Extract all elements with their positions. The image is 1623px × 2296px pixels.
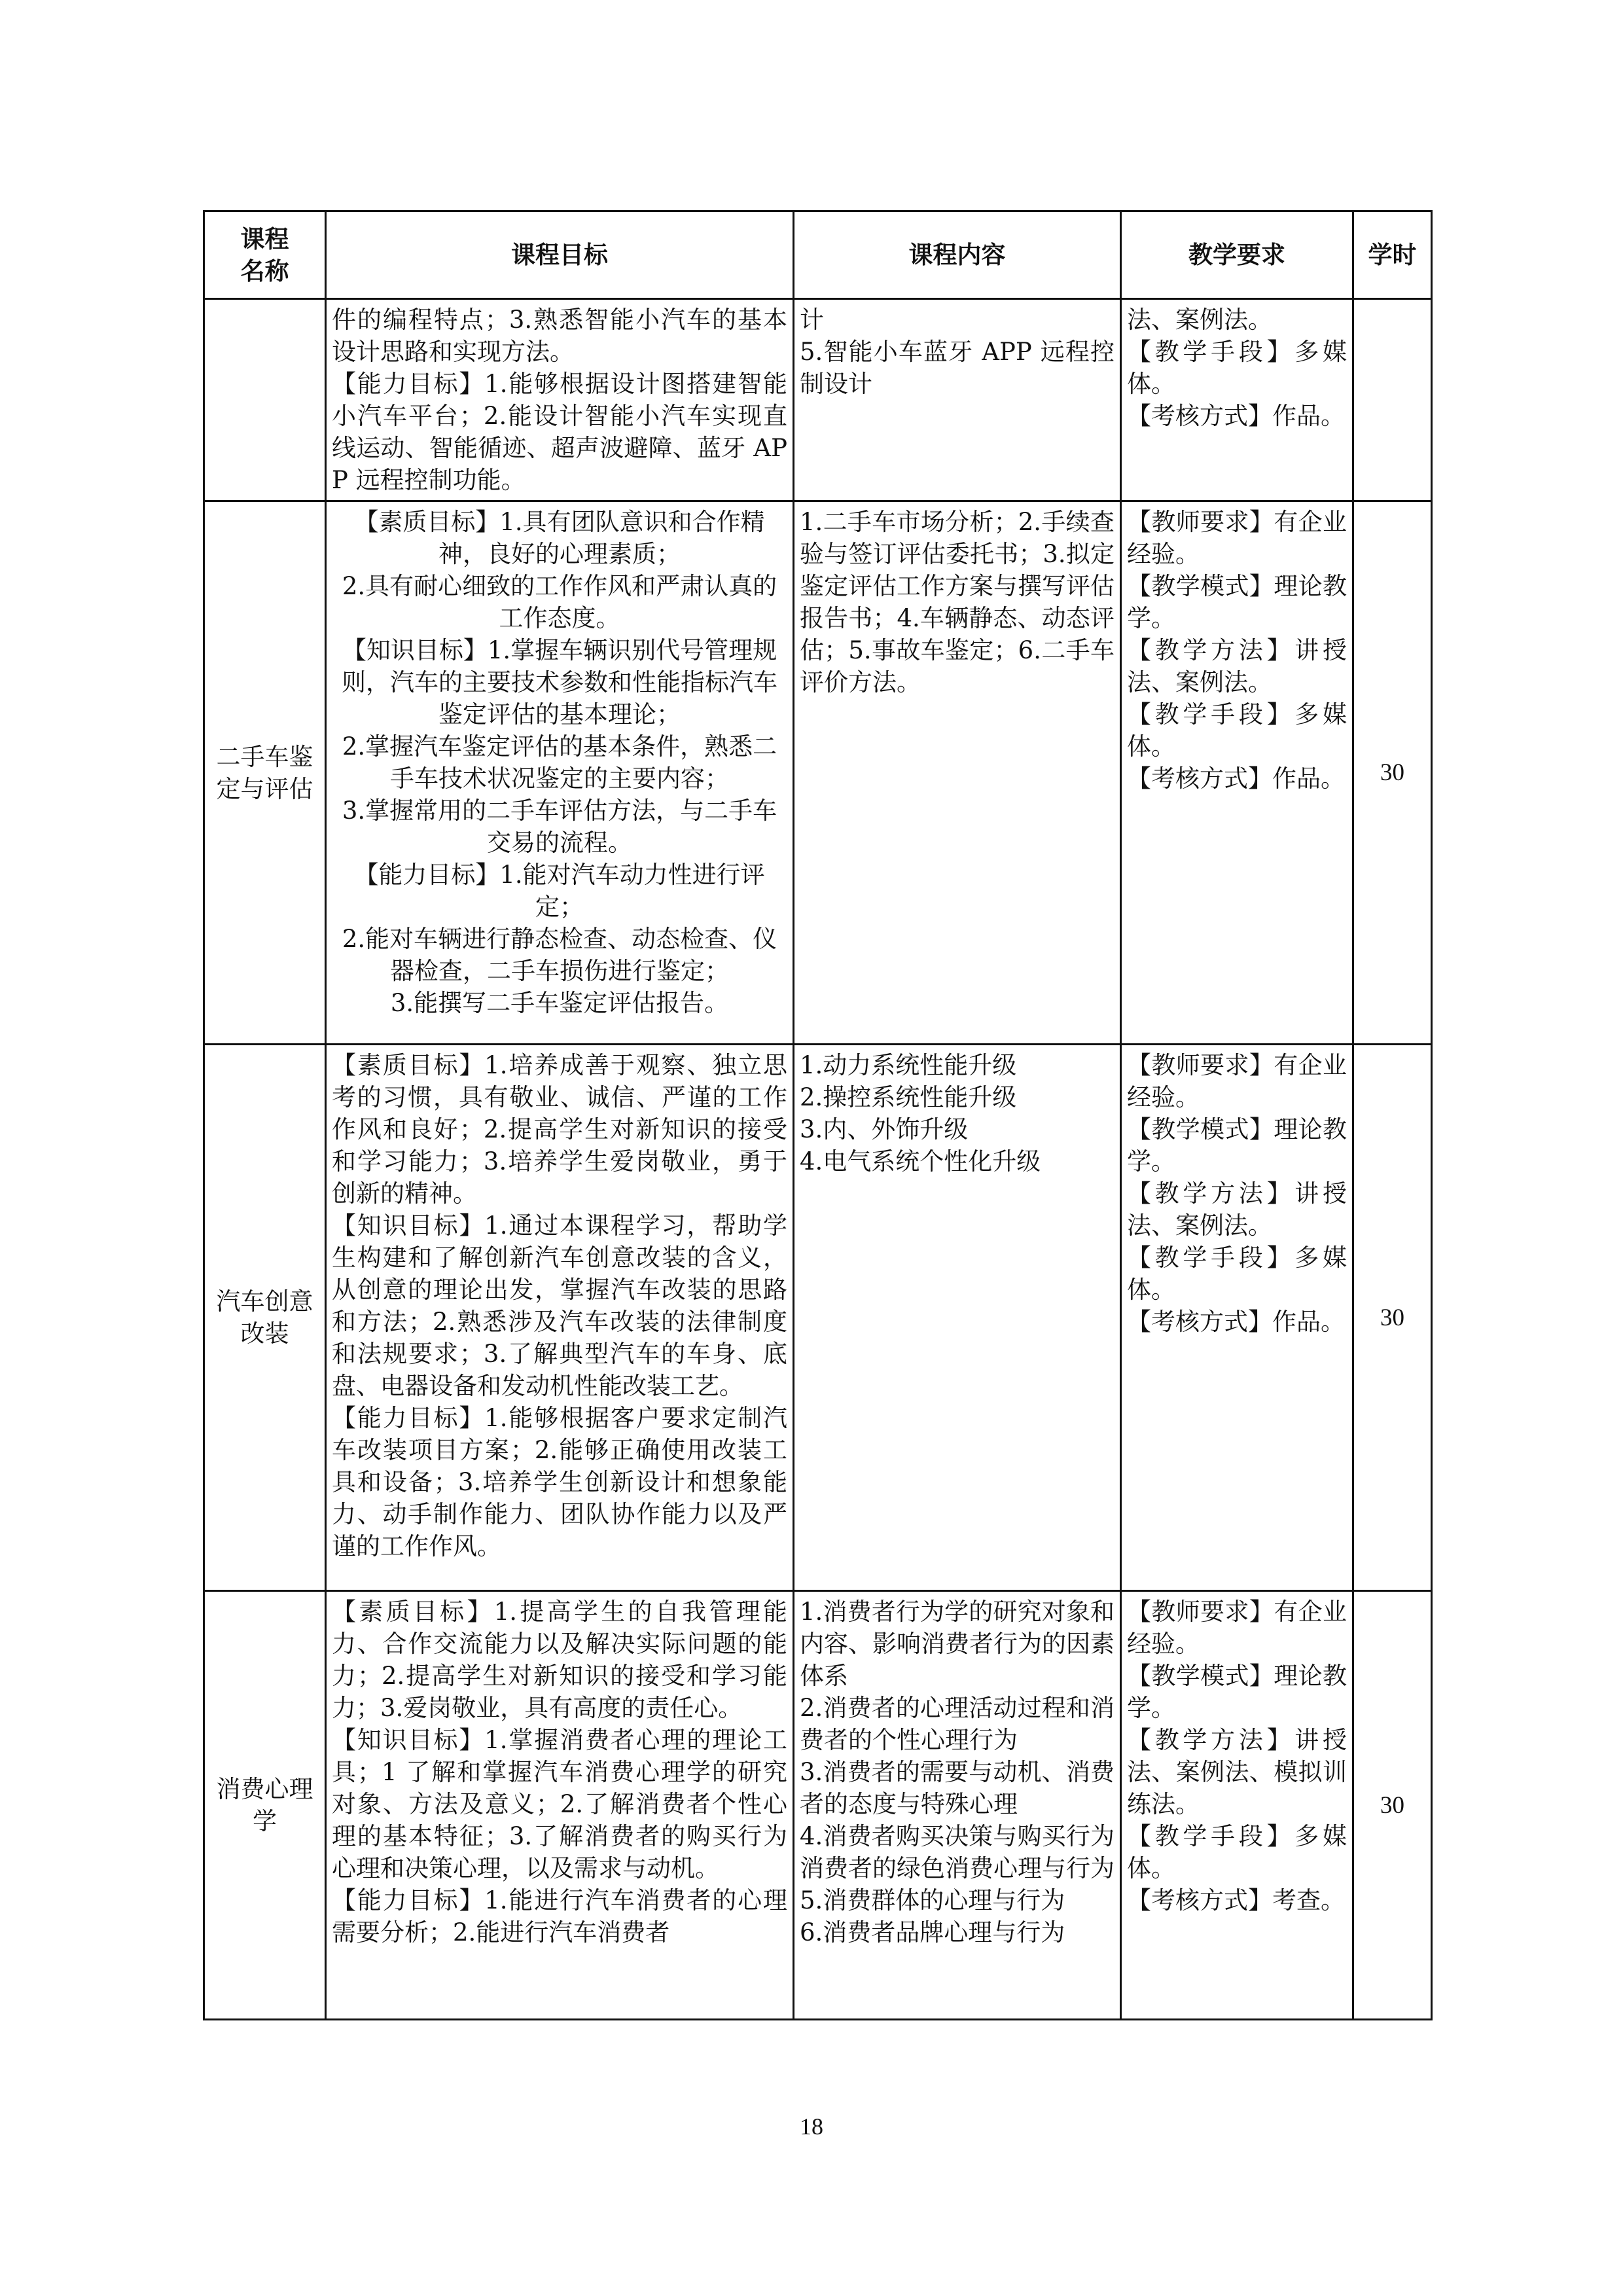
- goal-line: 【素质目标】1.培养成善于观察、独立思考的习惯，具有敬业、诚信、严谨的工作作风和良好；2.提高学生对新知识的接受和学习能力；3.培养学生爱岗敬业，勇于创新的精神。: [332, 1051, 787, 1208]
- header-course-goal: 课程目标: [326, 211, 794, 299]
- header-teaching-requirements: 教学要求: [1121, 211, 1353, 299]
- req-line: 【教学手段】多媒体。: [1127, 1244, 1347, 1304]
- content-line: 6.消费者品牌心理与行为: [800, 1918, 1065, 1946]
- goal-line: 【知识目标】1.掌握车辆识别代号管理规则，汽车的主要技术参数和性能指标汽车鉴定评估的基本理论；: [342, 636, 777, 728]
- course-hours: [1353, 299, 1432, 501]
- course-table: [203, 210, 1433, 2020]
- req-line: 法、案例法。: [1127, 306, 1272, 334]
- header-course-content: 课程内容: [794, 211, 1121, 299]
- req-line: 【考核方式】作品。: [1127, 1308, 1345, 1336]
- req-line: 【教师要求】有企业经验。: [1127, 1598, 1347, 1658]
- goal-line: 【素质目标】1.提高学生的自我管理能力、合作交流能力以及解决实际问题的能力；2.提高学生对新知识的接受和学习能力；3.爱岗敬业，具有高度的责任心。: [332, 1598, 787, 1722]
- content-line: 5.智能小车蓝牙 APP 远程控制设计: [800, 338, 1115, 398]
- content-line: 1.消费者行为学的研究对象和内容、影响消费者行为的因素体系: [800, 1598, 1115, 1690]
- goal-line: 【能力目标】1.能对汽车动力性进行评定；: [354, 861, 765, 921]
- goal-line: 【素质目标】1.具有团队意识和合作精神，良好的心理素质；: [354, 508, 765, 568]
- content-line: 2.消费者的心理活动过程和消费者的个性心理行为: [800, 1694, 1115, 1754]
- teaching-requirements: [1121, 501, 1353, 1045]
- page-number: 18: [800, 2113, 823, 2140]
- course-content: [794, 299, 1121, 501]
- table-row: [204, 501, 1432, 1045]
- req-line: 【考核方式】作品。: [1127, 764, 1345, 793]
- course-name: 汽车创意改装: [204, 1045, 326, 1591]
- goal-line: 3.能撰写二手车鉴定评估报告。: [390, 989, 729, 1017]
- teaching-requirements: [1121, 1591, 1353, 2020]
- course-hours: 30: [1353, 1591, 1432, 2020]
- course-goal: [326, 299, 794, 501]
- req-line: 【考核方式】考查。: [1127, 1886, 1345, 1914]
- course-content: [794, 1591, 1121, 2020]
- course-hours: 30: [1353, 501, 1432, 1045]
- header-course-name: 课程 名称: [204, 211, 326, 299]
- teaching-requirements: [1121, 1045, 1353, 1591]
- course-goal: [326, 501, 794, 1045]
- req-line: 【教学方法】讲授法、案例法、模拟训练法。: [1127, 1726, 1347, 1818]
- table-row: [204, 299, 1432, 501]
- req-line: 【教学手段】多媒体。: [1127, 700, 1347, 761]
- req-line: 【教学模式】理论教学。: [1127, 572, 1347, 632]
- header-row: [204, 211, 1432, 299]
- content-line: 2.操控系统性能升级: [800, 1083, 1017, 1111]
- content-line: 4.消费者购买决策与购买行为消费者的绿色消费心理与行为: [800, 1822, 1115, 1882]
- req-line: 【教学方法】讲授法、案例法。: [1127, 1179, 1347, 1240]
- course-goal: [326, 1591, 794, 2020]
- goal-line: 2.能对车辆进行静态检查、动态检查、仪器检查，二手车损伤进行鉴定；: [342, 925, 777, 985]
- content-line: 4.电气系统个性化升级: [800, 1147, 1041, 1175]
- course-name: [204, 299, 326, 501]
- course-goal: [326, 1045, 794, 1591]
- req-line: 【教学方法】讲授法、案例法。: [1127, 636, 1347, 696]
- content-line: 计: [800, 306, 824, 334]
- req-line: 【教学手段】多媒体。: [1127, 1822, 1347, 1882]
- content-line: 1.动力系统性能升级: [800, 1051, 1017, 1079]
- req-line: 【教师要求】有企业经验。: [1127, 1051, 1347, 1111]
- goal-line: 【能力目标】1.能够根据设计图搭建智能小汽车平台；2.能设计智能小汽车实现直线运动、智能循迹、超声波避障、蓝牙 APP 远程控制功能。: [332, 370, 787, 494]
- content-line: 3.消费者的需要与动机、消费者的态度与特殊心理: [800, 1758, 1115, 1818]
- goal-line: 件的编程特点；3.熟悉智能小汽车的基本设计思路和实现方法。: [332, 306, 787, 366]
- course-name: 二手车鉴定与评估: [204, 501, 326, 1045]
- content-line: 5.消费群体的心理与行为: [800, 1886, 1065, 1914]
- req-line: 【教学模式】理论教学。: [1127, 1115, 1347, 1175]
- req-line: 【教学手段】多媒体。: [1127, 338, 1347, 398]
- content-line: 3.内、外饰升级: [800, 1115, 969, 1143]
- goal-line: 2.掌握汽车鉴定评估的基本条件，熟悉二手车技术状况鉴定的主要内容；: [342, 732, 777, 793]
- goal-line: 【能力目标】1.能够根据客户要求定制汽车改装项目方案；2.能够正确使用改装工具和设备；3.培养学生创新设计和想象能力、动手制作能力、团队协作能力以及严谨的工作作风。: [332, 1404, 787, 1560]
- course-hours: 30: [1353, 1045, 1432, 1591]
- course-content: [794, 501, 1121, 1045]
- course-name: 消费心理学: [204, 1591, 326, 2020]
- goal-line: 【知识目标】1.通过本课程学习，帮助学生构建和了解创新汽车创意改装的含义，从创意的理论出发，掌握汽车改装的思路和方法；2.熟悉涉及汽车改装的法律制度和法规要求；3.了解典型汽车的车身、底盘、电器设备和发动机性能改装工艺。: [332, 1211, 787, 1400]
- goal-line: 【知识目标】1.掌握消费者心理的理论工具；1 了解和掌握汽车消费心理学的研究对象、方法及意义；2.了解消费者个性心理的基本特征；3.了解消费者的购买行为心理和决策心理，以及需求与动机。: [332, 1726, 787, 1882]
- req-line: 【教学模式】理论教学。: [1127, 1662, 1347, 1722]
- req-line: 【考核方式】作品。: [1127, 402, 1345, 430]
- table-row: [204, 1591, 1432, 2020]
- goal-line: 2.具有耐心细致的工作作风和严肃认真的工作态度。: [342, 572, 777, 632]
- content-line: 1.二手车市场分析；2.手续查验与签订评估委托书；3.拟定鉴定评估工作方案与撰写评估报告书；4.车辆静态、动态评估；5.事故车鉴定；6.二手车评价方法。: [800, 508, 1115, 696]
- header-hours: 学时: [1353, 211, 1432, 299]
- req-line: 【教师要求】有企业经验。: [1127, 508, 1347, 568]
- table-row: [204, 1045, 1432, 1591]
- goal-line: 【能力目标】1.能进行汽车消费者的心理需要分析；2.能进行汽车消费者: [332, 1886, 787, 1946]
- teaching-requirements: [1121, 299, 1353, 501]
- goal-line: 3.掌握常用的二手车评估方法，与二手车交易的流程。: [342, 797, 777, 857]
- course-content: [794, 1045, 1121, 1591]
